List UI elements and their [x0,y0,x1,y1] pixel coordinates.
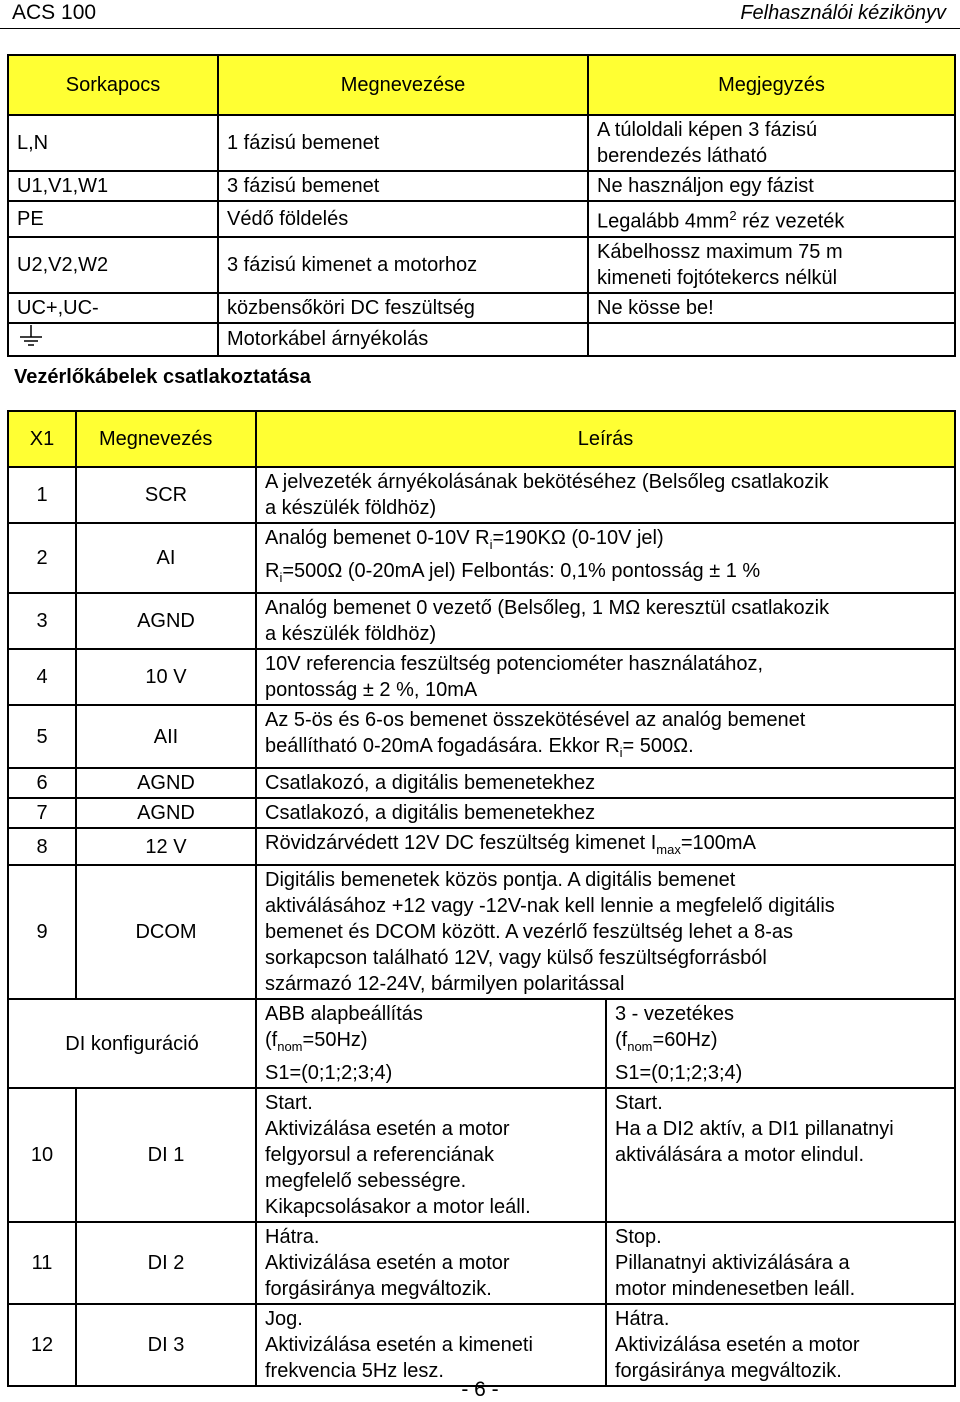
table-row [8,1222,955,1304]
pin-description [256,865,955,999]
note-line: berendezés látható [597,145,768,167]
note-cell [588,323,955,356]
desc-line: Jog. [265,1308,303,1330]
col-header-name: Megnevezés [76,411,256,467]
table-row [8,768,955,798]
desc-text: =100mA [680,832,756,854]
desc-line: Aktivizálása esetén a motor [265,1118,510,1140]
desc-line: aktiválására a motor elindul. [615,1144,865,1166]
terminal-cell: L,N [8,115,218,171]
pin-number: 4 [8,649,76,705]
pin-name: DI 3 [76,1304,256,1386]
subscript: i [279,570,283,585]
desc-text: Analóg bemenet 0-10V R [265,527,490,549]
subscript: i [619,745,623,760]
table-row [8,798,955,828]
pin-number: 10 [8,1088,76,1222]
pin-name: AGND [76,768,256,798]
pin-description: Csatlakozó, a digitális bemenetekhez [256,768,955,798]
pin-description [256,593,955,649]
table-row [8,705,955,768]
note-line: kimeneti fojtótekercs nélkül [597,266,838,289]
terminal-cell: U2,V2,W2 [8,237,218,293]
pin-description [256,649,955,705]
table-row [8,293,955,323]
desc-line: 3 - vezetékes [615,1003,734,1025]
note-cell [588,201,955,237]
note-cell [588,237,955,293]
name-cell: Motorkábel árnyékolás [218,323,588,356]
desc-line: forgásiránya megváltozik. [615,1360,842,1382]
desc-line: Ha a DI2 aktív, a DI1 pillanatnyi [615,1118,894,1140]
desc-line: 10V referencia feszültség potenciométer használatához, [265,653,764,675]
table-row [8,467,955,523]
terminal-cell: PE [8,201,218,237]
doc-title: Felhasználói kézikönyv [740,2,946,24]
subscript: i [489,537,493,552]
pin-number: 12 [8,1304,76,1386]
desc-line: Hátra. [265,1226,320,1248]
desc-text: =60Hz) [652,1029,718,1051]
note-text: réz vezeték [736,210,845,233]
desc-line: ABB alapbeállítás [265,1003,423,1025]
desc-line: forgásiránya megváltozik. [265,1278,492,1300]
desc-line: Digitális bemenetek közös pontja. A digitális bemenet [265,869,736,891]
desc-line: bemenet és DCOM között. A vezérlő feszültség lehet a 8-as [265,921,794,943]
note-line: A túloldali képen 3 fázisú [597,119,818,141]
desc-line: Aktivizálása esetén a kimeneti [265,1334,533,1356]
table-row [8,115,955,171]
desc-line: S1=(0;1;2;3;4) [615,1062,743,1084]
name-cell: közbensőköri DC feszültség [218,293,588,323]
di-default-desc [256,1222,606,1304]
table-header-row [8,55,955,115]
pin-name: 10 V [76,649,256,705]
table-row [8,593,955,649]
desc-line: A jelvezeték árnyékolásának bekötéséhez (Belsőleg csatlakozik [265,471,829,493]
pin-name: SCR [76,467,256,523]
desc-line: Aktivizálása esetén a motor [615,1334,860,1356]
pin-name: DI 1 [76,1088,256,1222]
name-cell: 1 fázisú bemenet [218,115,588,171]
note-cell: Ne használjon egy fázist [588,171,955,201]
terminal-cell: UC+,UC- [8,293,218,323]
subscript: nom [277,1039,303,1054]
doc-product: ACS 100 [12,1,97,24]
desc-line: aktiválásához +12 vagy -12V-nak kell lennie a megfelelő digitális [265,895,835,917]
page-header [0,0,960,30]
di-3wire-desc [606,1304,955,1386]
ground-icon [17,325,45,347]
table-row [8,171,955,201]
pin-number: 9 [8,865,76,999]
table-row [8,1304,955,1386]
control-cable-table [7,410,956,1387]
table-row [8,649,955,705]
desc-line: felgyorsul a referenciának [265,1144,495,1166]
pin-name: AGND [76,593,256,649]
desc-text: (f [615,1029,628,1051]
terminal-table [7,54,956,357]
desc-line: Stop. [615,1226,662,1248]
desc-text: beállítható 0-20mA fogadására. Ekkor R [265,735,620,757]
pin-name: DI 2 [76,1222,256,1304]
col-header-description: Leírás [256,411,955,467]
desc-text: (f [265,1029,278,1051]
di-3wire-config [606,999,955,1088]
col-header-name: Megnevezése [218,55,588,115]
pin-number: 6 [8,768,76,798]
desc-text: =190KΩ (0-10V jel) [492,527,664,549]
name-cell: Védő földelés [218,201,588,237]
table-row [8,201,955,237]
header-rule [0,28,960,29]
pin-number: 2 [8,523,76,593]
note-cell [588,115,955,171]
pin-name: DCOM [76,865,256,999]
pin-name: AI [76,523,256,593]
desc-line: sorkapcson található 12V, vagy külső feszültségforrásból [265,947,767,969]
col-header-terminal: Sorkapocs [8,55,218,115]
di-default-desc [256,1304,606,1386]
table-row [8,523,955,593]
di-default-config [256,999,606,1088]
desc-line: Pillanatnyi aktivizálására a [615,1252,850,1274]
note-text: Legalább 4mm [597,210,730,233]
section-title: Vezérlőkábelek csatlakoztatása [14,366,311,388]
desc-line: S1=(0;1;2;3;4) [265,1062,393,1084]
desc-line: Analóg bemenet 0 vezető (Belsőleg, 1 MΩ keresztül csatlakozik [265,597,830,619]
name-cell: 3 fázisú bemenet [218,171,588,201]
table-header-row [8,411,955,467]
desc-line: pontosság ± 2 %, 10mA [265,679,478,701]
pin-description [256,523,955,593]
subscript: nom [627,1039,653,1054]
terminal-cell [8,323,218,356]
page-number: - 6 - [461,1378,499,1401]
table-row [8,323,955,356]
pin-name: AII [76,705,256,768]
desc-line: Kikapcsolásakor a motor leáll. [265,1196,531,1218]
superscript: 2 [729,208,737,223]
desc-line: Start. [265,1092,313,1114]
desc-line: a készülék földhöz) [265,497,437,519]
terminal-cell: U1,V1,W1 [8,171,218,201]
subscript: max [656,842,681,857]
desc-line: Start. [615,1092,663,1114]
pin-name: AGND [76,798,256,828]
desc-text: Rövidzárvédett 12V DC feszültség kimenet I [265,832,657,854]
pin-name: 12 V [76,828,256,865]
table-row [8,237,955,293]
desc-text: = 500Ω. [622,735,694,757]
note-line: Kábelhossz maximum 75 m [597,240,843,263]
pin-number: 1 [8,467,76,523]
desc-text: =500Ω (0-20mA jel) Felbontás: 0,1% pontosság ± 1 % [282,560,761,582]
name-cell: 3 fázisú kimenet a motorhoz [218,237,588,293]
col-header-note: Megjegyzés [588,55,955,115]
pin-number: 11 [8,1222,76,1304]
pin-description [256,467,955,523]
pin-number: 5 [8,705,76,768]
pin-number: 7 [8,798,76,828]
di-default-desc [256,1088,606,1222]
pin-description: Csatlakozó, a digitális bemenetekhez [256,798,955,828]
desc-text: =50Hz) [302,1029,368,1051]
desc-line: Aktivizálása esetén a motor [265,1252,510,1274]
desc-text: R [265,560,280,582]
desc-line: származó 12-24V, bármilyen polaritással [265,973,625,995]
pin-description [256,705,955,768]
table-row [8,1088,955,1222]
di-3wire-desc [606,1088,955,1222]
col-header-x1: X1 [8,411,76,467]
pin-number: 8 [8,828,76,865]
desc-line: a készülék földhöz) [265,623,437,645]
desc-line: Hátra. [615,1308,670,1330]
desc-line: megfelelő sebességre. [265,1170,467,1192]
pin-number: 3 [8,593,76,649]
desc-line: frekvencia 5Hz lesz. [265,1360,444,1382]
di-config-label: DI konfiguráció [8,999,256,1088]
pin-description [256,828,955,865]
di-config-row [8,999,955,1088]
table-row [8,828,955,865]
note-cell: Ne kösse be! [588,293,955,323]
desc-line: motor mindenesetben leáll. [615,1278,856,1300]
di-3wire-desc [606,1222,955,1304]
table-row [8,865,955,999]
desc-line: Az 5-ös és 6-os bemenet összekötésével az analóg bemenet [265,709,806,731]
